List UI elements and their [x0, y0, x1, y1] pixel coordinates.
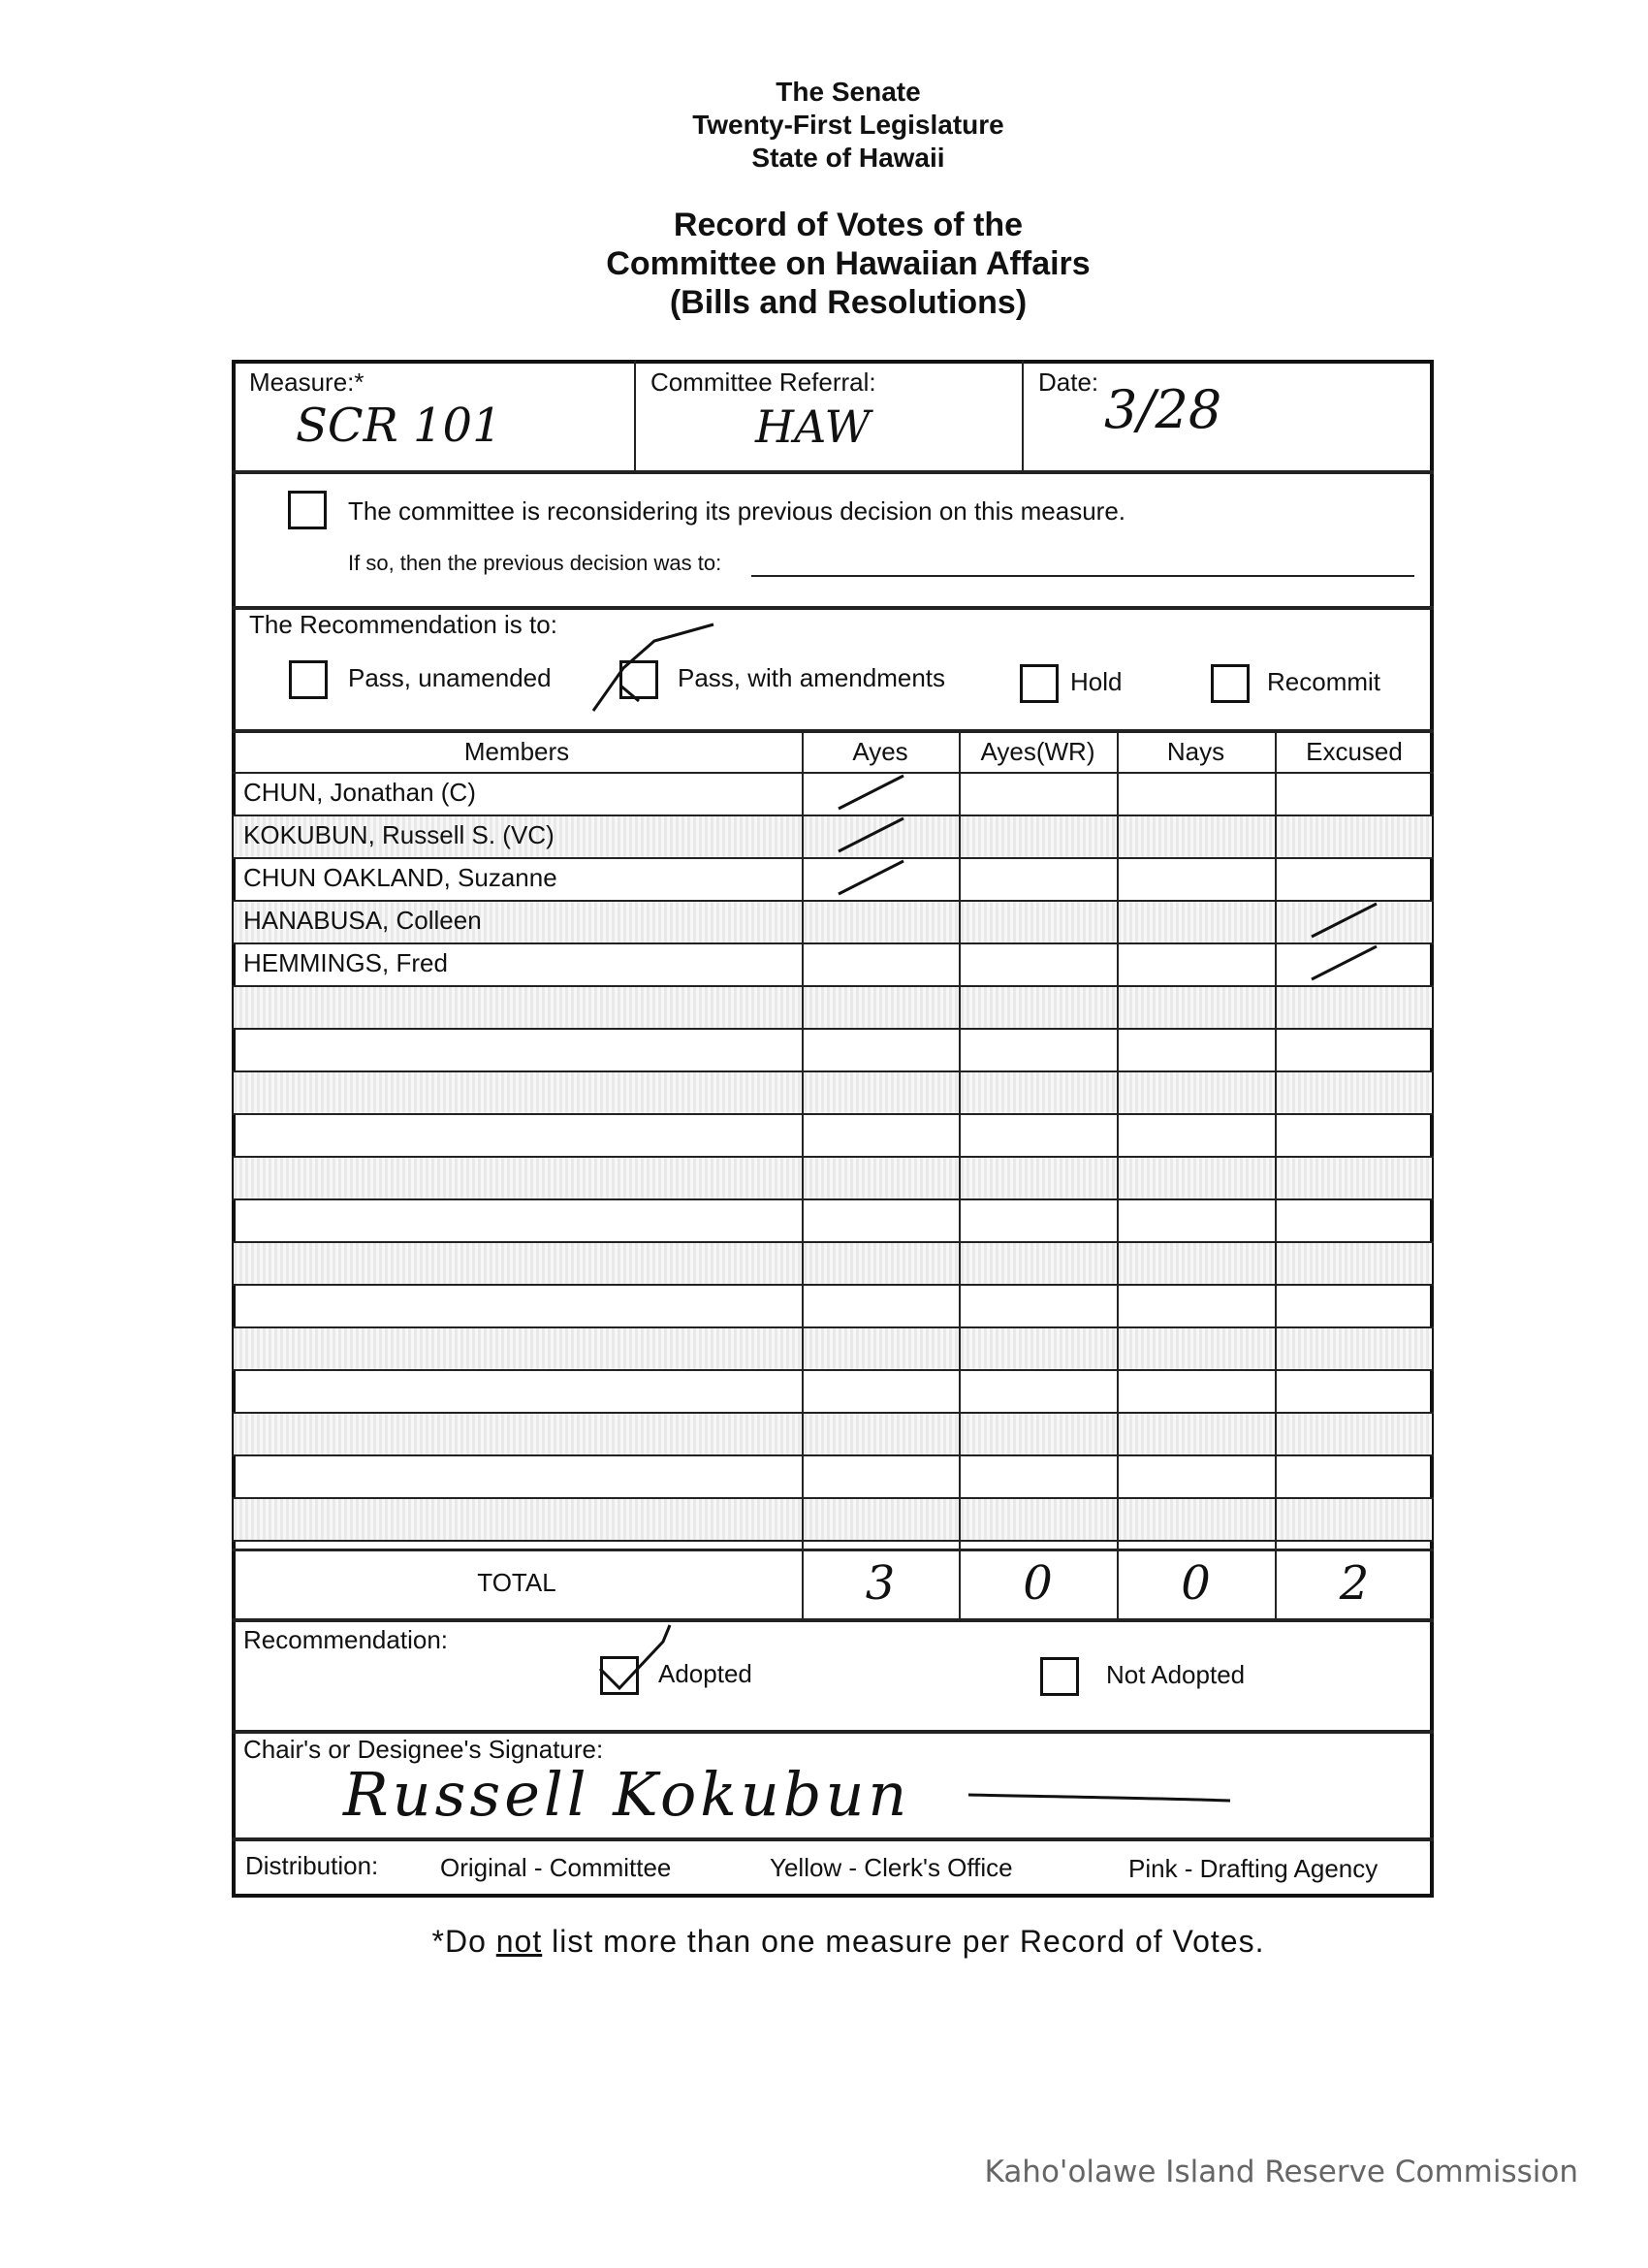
form-title-line1: Record of Votes of the	[673, 207, 1024, 243]
column-header: Members	[463, 737, 570, 766]
pass-unamended-label: Pass, unamended	[348, 663, 552, 692]
member-name: KOKUBUN, Russell S. (VC)	[243, 820, 555, 849]
not-adopted-label: Not Adopted	[1106, 1660, 1246, 1689]
date-label: Date:	[1038, 367, 1099, 397]
column-header: Ayes	[852, 737, 908, 766]
member-name: HANABUSA, Colleen	[243, 906, 482, 935]
distribution-label: Distribution:	[245, 1851, 379, 1880]
note-prefix: *Do	[431, 1924, 496, 1959]
form-title-line2: Committee on Hawaiian Affairs	[606, 245, 1091, 282]
distribution-pink: Pink - Drafting Agency	[1128, 1854, 1379, 1883]
date-value[interactable]: 3/28	[1104, 379, 1222, 440]
total-label: TOTAL	[477, 1568, 556, 1597]
total-excused[interactable]: 2	[1339, 1556, 1370, 1611]
distribution-yellow: Yellow - Clerk's Office	[770, 1853, 1013, 1882]
divider	[232, 1837, 1434, 1841]
result-label: Recommendation:	[243, 1625, 448, 1654]
recommendation-label: The Recommendation is to:	[249, 610, 557, 639]
measure-value[interactable]: SCR 101	[296, 399, 502, 453]
member-name: CHUN OAKLAND, Suzanne	[243, 863, 557, 892]
distribution-original: Original - Committee	[440, 1853, 672, 1882]
header-line-senate: The Senate	[776, 77, 921, 107]
header-line-state: State of Hawaii	[751, 143, 945, 173]
total-ayes_wr[interactable]: 0	[1023, 1556, 1053, 1611]
referral-label: Committee Referral:	[650, 367, 876, 397]
total-nays[interactable]: 0	[1181, 1556, 1211, 1611]
column-header: Excused	[1306, 737, 1403, 766]
recommit-label: Recommit	[1267, 667, 1381, 696]
pass-amendments-label: Pass, with amendments	[678, 663, 946, 692]
form-title	[0, 206, 1648, 322]
signature-value[interactable]: Russell Kokubun	[343, 1759, 911, 1830]
adopted-label: Adopted	[658, 1659, 752, 1688]
reconsider-text: The committee is reconsidering its previous decision on this measure.	[348, 496, 1126, 526]
total-ayes[interactable]: 3	[865, 1556, 896, 1611]
member-name: CHUN, Jonathan (C)	[243, 778, 476, 807]
form-title-line3: (Bills and Resolutions)	[669, 284, 1028, 321]
previous-decision-label: If so, then the previous decision was to:	[348, 551, 722, 575]
column-header: Nays	[1166, 737, 1225, 766]
note-suffix: list more than one measure per Record of Votes.	[542, 1924, 1265, 1959]
vote-record-form	[232, 360, 1434, 1898]
column-header: Ayes(WR)	[980, 737, 1095, 766]
referral-value[interactable]: HAW	[755, 400, 871, 453]
note-underlined: not	[495, 1924, 543, 1959]
header-senate	[0, 76, 1648, 175]
signature-label: Chair's or Designee's Signature:	[243, 1735, 604, 1764]
hold-label: Hold	[1070, 667, 1123, 696]
archive-credit: Kaho'olawe Island Reserve Commission	[984, 2155, 1578, 2189]
member-name: HEMMINGS, Fred	[243, 948, 448, 977]
header-line-legislature: Twenty-First Legislature	[692, 110, 1004, 140]
signature-stroke	[232, 360, 1434, 1834]
footer-note	[0, 1924, 1648, 1960]
measure-label: Measure:*	[249, 367, 364, 397]
